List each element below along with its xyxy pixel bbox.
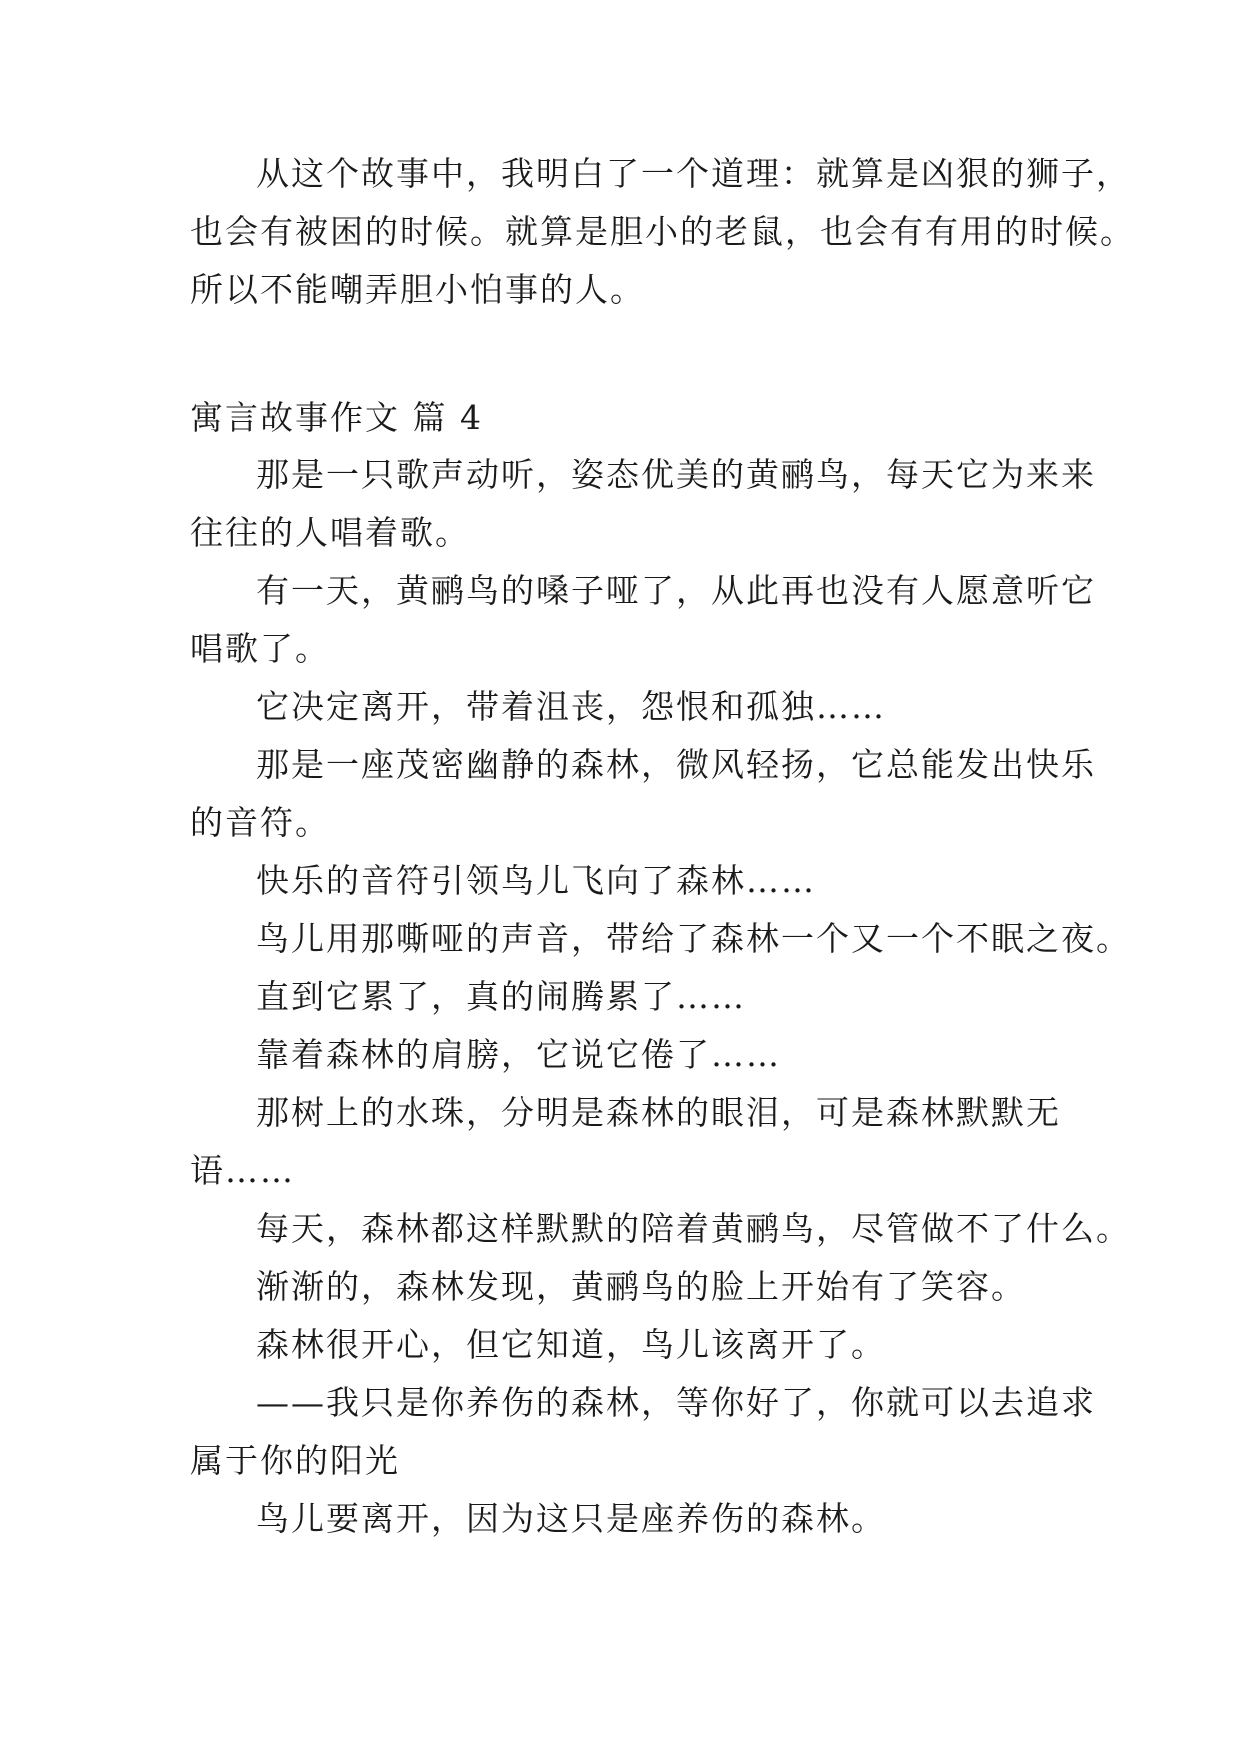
paragraph-line: 的音符。: [190, 803, 330, 842]
paragraph-line: 那是一只歌声动听，姿态优美的黄鹂鸟，每天它为来来: [256, 455, 1096, 494]
paragraph-line: 渐渐的，森林发现，黄鹂鸟的脸上开始有了笑容。: [256, 1267, 1026, 1306]
intro-line: 所以不能嘲弄胆小怕事的人。: [190, 270, 645, 309]
intro-line: 从这个故事中，我明白了一个道理：就算是凶狠的狮子，: [256, 154, 1131, 193]
paragraph-line: ——我只是你养伤的森林，等你好了，你就可以去追求: [256, 1383, 1096, 1422]
paragraph-line: 它决定离开，带着沮丧，怨恨和孤独……: [256, 687, 886, 726]
paragraph-line: 快乐的音符引领鸟儿飞向了森林……: [256, 861, 816, 900]
paragraph-line: 唱歌了。: [190, 629, 330, 668]
section-title: 寓言故事作文 篇 4: [190, 398, 483, 437]
paragraph-line: 每天，森林都这样默默的陪着黄鹂鸟，尽管做不了什么。: [256, 1209, 1131, 1248]
paragraph-line: 有一天，黄鹂鸟的嗓子哑了，从此再也没有人愿意听它: [256, 571, 1096, 610]
paragraph-line: 直到它累了，真的闹腾累了……: [256, 977, 746, 1016]
paragraph-line: 那树上的水珠，分明是森林的眼泪，可是森林默默无: [256, 1093, 1061, 1132]
paragraph-line: 森林很开心，但它知道，鸟儿该离开了。: [256, 1325, 886, 1364]
paragraph-line: 靠着森林的肩膀，它说它倦了……: [256, 1035, 781, 1074]
paragraph-line: 那是一座茂密幽静的森林，微风轻扬，它总能发出快乐: [256, 745, 1096, 784]
paragraph-line: 往往的人唱着歌。: [190, 513, 470, 552]
paragraph-line: 鸟儿要离开，因为这只是座养伤的森林。: [256, 1499, 886, 1538]
intro-line: 也会有被困的时候。就算是胆小的老鼠，也会有有用的时候。: [190, 212, 1135, 251]
paragraph-line: 属于你的阳光: [190, 1441, 400, 1480]
paragraph-line: 语……: [190, 1151, 295, 1190]
paragraph-line: 鸟儿用那嘶哑的声音，带给了森林一个又一个不眠之夜。: [256, 919, 1131, 958]
